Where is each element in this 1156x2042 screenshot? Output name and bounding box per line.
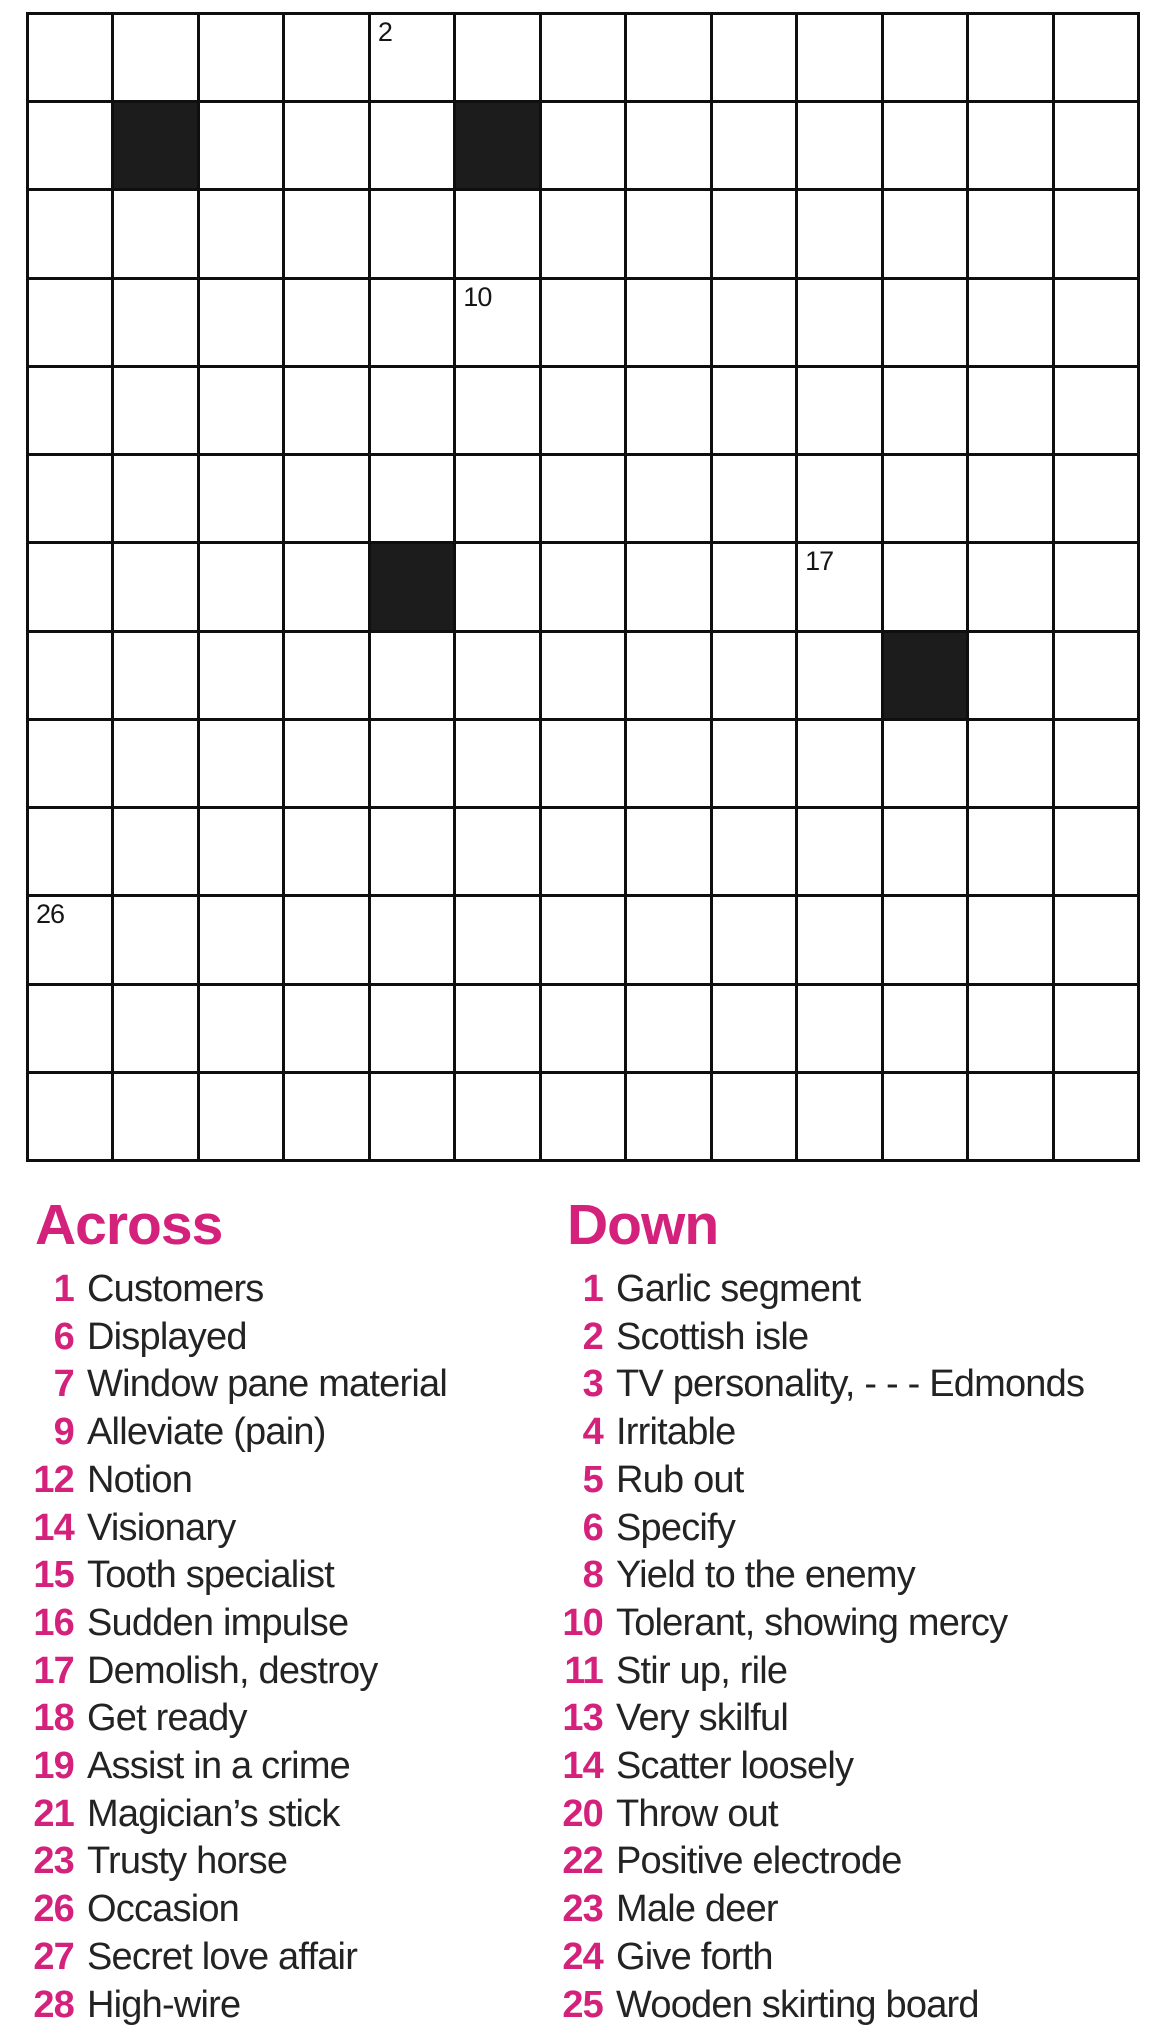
grid-cell[interactable] [29, 15, 111, 100]
clue-text: Wooden skirting board [616, 1983, 979, 2026]
grid-cell[interactable] [371, 721, 453, 806]
grid-cell[interactable] [371, 15, 453, 100]
grid-cell[interactable] [285, 103, 367, 188]
across-clues-section [0, 1193, 500, 2029]
down-clue-list [529, 1266, 1156, 2029]
grid-cell[interactable] [114, 1074, 196, 1159]
grid-cell[interactable] [371, 280, 453, 365]
clue-number: 10 [562, 1601, 603, 1644]
clue-text: Assist in a crime [87, 1745, 351, 1788]
down-clue-item [529, 1314, 1156, 1362]
grid-cell[interactable] [713, 15, 795, 100]
clue-number: 3 [582, 1363, 603, 1406]
grid-cell[interactable] [798, 809, 880, 894]
grid-cell[interactable] [1055, 15, 1137, 100]
grid-cell[interactable] [29, 103, 111, 188]
grid-cell[interactable] [285, 897, 367, 982]
grid-cell[interactable] [200, 15, 282, 100]
clue-text: Yield to the enemy [616, 1554, 915, 1597]
grid-cell-black [456, 103, 538, 188]
down-clue-item [529, 1982, 1156, 2030]
clue-number: 21 [33, 1792, 74, 1835]
down-clue-item [529, 1791, 1156, 1839]
grid-cell[interactable] [969, 633, 1051, 718]
grid-cell[interactable] [798, 103, 880, 188]
clue-text: Scatter loosely [616, 1745, 854, 1788]
clue-text: Rub out [616, 1458, 744, 1501]
grid-cell[interactable] [114, 897, 196, 982]
clue-text: Positive electrode [616, 1840, 902, 1883]
grid-cell[interactable] [627, 986, 709, 1071]
grid-cell[interactable] [456, 368, 538, 453]
grid-cell[interactable] [542, 456, 624, 541]
grid-cell[interactable] [627, 809, 709, 894]
grid-cell[interactable] [542, 15, 624, 100]
grid-cell[interactable] [542, 191, 624, 276]
across-clue-item [0, 1266, 500, 1314]
grid-cell[interactable] [542, 280, 624, 365]
cell-number: 10 [463, 281, 492, 312]
clue-text: Window pane material [87, 1363, 447, 1406]
clue-text: Give forth [616, 1935, 773, 1978]
down-clue-item [529, 1600, 1156, 1648]
grid-cell[interactable] [456, 897, 538, 982]
grid-cell[interactable] [969, 280, 1051, 365]
grid-cell[interactable] [627, 15, 709, 100]
grid-cell[interactable] [29, 191, 111, 276]
clue-number: 6 [582, 1506, 603, 1549]
grid-cell[interactable] [200, 368, 282, 453]
grid-cell[interactable] [456, 986, 538, 1071]
grid-cell[interactable] [29, 280, 111, 365]
grid-cell[interactable] [285, 633, 367, 718]
grid-cell[interactable] [713, 103, 795, 188]
down-heading: Down [567, 1193, 719, 1257]
grid-cell[interactable] [884, 544, 966, 629]
grid-cell-black [884, 633, 966, 718]
cell-number: 2 [377, 17, 392, 47]
across-clue-item [0, 1457, 500, 1505]
grid-cell[interactable] [1055, 721, 1137, 806]
grid-cell[interactable] [969, 368, 1051, 453]
grid-cell[interactable] [713, 721, 795, 806]
grid-cell[interactable] [627, 544, 709, 629]
cell-number: 26 [36, 899, 65, 930]
clue-number: 20 [562, 1792, 603, 1835]
grid-cell[interactable] [884, 456, 966, 541]
grid-cell[interactable] [29, 986, 111, 1071]
clue-number: 24 [562, 1935, 603, 1978]
clue-text: Occasion [87, 1888, 240, 1931]
grid-cell[interactable] [456, 1074, 538, 1159]
grid-cell[interactable] [371, 368, 453, 453]
grid-cell[interactable] [285, 15, 367, 100]
clue-text: Scottish isle [616, 1315, 809, 1358]
grid-cell[interactable] [285, 191, 367, 276]
grid-cell[interactable] [456, 544, 538, 629]
grid-cell[interactable] [200, 456, 282, 541]
down-clue-item [529, 1743, 1156, 1791]
grid-cell[interactable] [627, 897, 709, 982]
clue-number: 14 [562, 1745, 603, 1788]
clue-text: Displayed [87, 1315, 247, 1358]
grid-cell[interactable] [884, 191, 966, 276]
grid-cell[interactable] [114, 368, 196, 453]
across-clue-item [0, 1314, 500, 1362]
grid-cell[interactable] [114, 280, 196, 365]
grid-cell[interactable] [29, 368, 111, 453]
down-clue-item [529, 1934, 1156, 1982]
clue-number: 27 [33, 1935, 74, 1978]
clue-text: Specify [616, 1506, 736, 1549]
grid-cell[interactable] [456, 191, 538, 276]
grid-cell[interactable] [29, 897, 111, 982]
grid-cell[interactable] [798, 721, 880, 806]
grid-cell[interactable] [456, 15, 538, 100]
grid-cell[interactable] [1055, 1074, 1137, 1159]
grid-cell[interactable] [200, 544, 282, 629]
grid-cell[interactable] [371, 986, 453, 1071]
grid-cell[interactable] [285, 986, 367, 1071]
grid-cell[interactable] [884, 103, 966, 188]
grid-cell[interactable] [884, 368, 966, 453]
grid-cell[interactable] [285, 721, 367, 806]
clue-number: 26 [33, 1888, 74, 1931]
across-clue-item [0, 1886, 500, 1934]
clue-text: Get ready [87, 1697, 247, 1740]
clue-number: 28 [33, 1983, 74, 2026]
grid-cell[interactable] [542, 368, 624, 453]
grid-cell[interactable] [798, 191, 880, 276]
grid-cell[interactable] [1055, 368, 1137, 453]
grid-cell[interactable] [542, 897, 624, 982]
clue-text: Tooth specialist [87, 1554, 335, 1597]
grid-cell[interactable] [713, 986, 795, 1071]
grid-cell[interactable] [1055, 280, 1137, 365]
grid-cell[interactable] [798, 456, 880, 541]
clue-number: 4 [582, 1411, 603, 1454]
crossword-grid [26, 12, 1140, 1162]
grid-cell-black [114, 103, 196, 188]
clue-text: Throw out [616, 1792, 778, 1835]
grid-cell[interactable] [114, 721, 196, 806]
clue-number: 22 [562, 1840, 603, 1883]
grid-cell[interactable] [969, 986, 1051, 1071]
across-clue-item [0, 1791, 500, 1839]
grid-cell[interactable] [114, 456, 196, 541]
grid-cell[interactable] [542, 633, 624, 718]
grid-cell[interactable] [371, 191, 453, 276]
grid-cell[interactable] [884, 280, 966, 365]
across-clue-list [0, 1266, 500, 2029]
down-clue-item [529, 1838, 1156, 1886]
down-clue-item [529, 1695, 1156, 1743]
grid-cell[interactable] [1055, 456, 1137, 541]
grid-cell[interactable] [200, 280, 282, 365]
clue-number: 1 [582, 1268, 603, 1310]
across-clue-item [0, 1552, 500, 1600]
grid-cell[interactable] [114, 986, 196, 1071]
grid-cell[interactable] [29, 456, 111, 541]
grid-cell[interactable] [713, 1074, 795, 1159]
across-clue-item [0, 1600, 500, 1648]
clue-number: 5 [582, 1458, 603, 1501]
grid-cell[interactable] [884, 897, 966, 982]
clue-text: TV personality, - - - Edmonds [616, 1363, 1085, 1406]
grid-cell[interactable] [371, 1074, 453, 1159]
grid-cell[interactable] [114, 544, 196, 629]
grid-cell[interactable] [285, 809, 367, 894]
grid-cell[interactable] [884, 809, 966, 894]
down-clue-item [529, 1886, 1156, 1934]
grid-cell[interactable] [542, 721, 624, 806]
grid-cell[interactable] [627, 368, 709, 453]
down-clues-section [529, 1193, 1156, 2029]
grid-cell[interactable] [200, 633, 282, 718]
grid-cell[interactable] [371, 897, 453, 982]
clue-number: 19 [33, 1745, 74, 1788]
down-clue-item [529, 1266, 1156, 1314]
clue-text: Notion [87, 1458, 193, 1501]
clue-text: Tolerant, showing mercy [616, 1601, 1008, 1644]
down-clue-item [529, 1409, 1156, 1457]
grid-cell[interactable] [798, 15, 880, 100]
clue-number: 12 [33, 1458, 74, 1501]
clue-text: Magician’s stick [87, 1792, 340, 1835]
grid-cell[interactable] [884, 721, 966, 806]
grid-cell[interactable] [1055, 986, 1137, 1071]
grid-cell[interactable] [798, 368, 880, 453]
grid-cell[interactable] [969, 1074, 1051, 1159]
grid-cell[interactable] [542, 809, 624, 894]
across-clue-item [0, 1695, 500, 1743]
clue-number: 16 [33, 1601, 74, 1644]
clue-text: Very skilful [616, 1697, 789, 1740]
grid-cell[interactable] [969, 456, 1051, 541]
grid-cell[interactable] [29, 544, 111, 629]
across-heading: Across [35, 1193, 223, 1257]
clue-number: 2 [582, 1315, 603, 1358]
clue-text: Secret love affair [87, 1935, 358, 1978]
clue-number: 11 [564, 1649, 603, 1692]
clue-number: 23 [33, 1840, 74, 1883]
grid-cell[interactable] [884, 1074, 966, 1159]
grid-cell[interactable] [456, 280, 538, 365]
grid-cell[interactable] [627, 456, 709, 541]
grid-cell[interactable] [627, 280, 709, 365]
grid-cell[interactable] [969, 809, 1051, 894]
grid-cell[interactable] [542, 986, 624, 1071]
grid-cell[interactable] [371, 633, 453, 718]
grid-cell[interactable] [713, 280, 795, 365]
down-clue-item [529, 1648, 1156, 1696]
grid-cell[interactable] [200, 1074, 282, 1159]
clue-number: 25 [562, 1983, 603, 2026]
grid-cell[interactable] [542, 103, 624, 188]
grid-cell[interactable] [29, 809, 111, 894]
grid-cell[interactable] [798, 544, 880, 629]
grid-cell[interactable] [627, 1074, 709, 1159]
grid-cell[interactable] [798, 1074, 880, 1159]
clue-number: 23 [562, 1888, 603, 1931]
clue-number: 15 [33, 1554, 74, 1597]
grid-cell[interactable] [969, 191, 1051, 276]
grid-cell[interactable] [200, 897, 282, 982]
grid-cell[interactable] [713, 897, 795, 982]
grid-cell[interactable] [114, 191, 196, 276]
clue-number: 9 [53, 1411, 74, 1454]
grid-cell[interactable] [969, 544, 1051, 629]
grid-cell[interactable] [542, 1074, 624, 1159]
clue-text: Male deer [616, 1888, 778, 1931]
grid-cell[interactable] [371, 456, 453, 541]
grid-cell[interactable] [29, 721, 111, 806]
grid-cell[interactable] [200, 809, 282, 894]
clue-number: 8 [582, 1554, 603, 1597]
across-clue-item [0, 1982, 500, 2030]
across-clue-item [0, 1934, 500, 1982]
grid-cell[interactable] [456, 721, 538, 806]
grid-cell[interactable] [713, 633, 795, 718]
grid-cell[interactable] [542, 544, 624, 629]
grid-cell[interactable] [285, 368, 367, 453]
across-clue-item [0, 1648, 500, 1696]
grid-cell[interactable] [969, 103, 1051, 188]
grid-cell[interactable] [884, 15, 966, 100]
grid-cell[interactable] [371, 103, 453, 188]
grid-cell[interactable] [713, 809, 795, 894]
grid-cell[interactable] [1055, 544, 1137, 629]
clue-text: Customers [87, 1268, 264, 1310]
grid-cell[interactable] [627, 721, 709, 806]
clue-number: 14 [33, 1506, 74, 1549]
grid-cell[interactable] [713, 456, 795, 541]
grid-cell[interactable] [200, 986, 282, 1071]
clue-number: 1 [53, 1268, 74, 1310]
clue-text: Garlic segment [616, 1268, 861, 1310]
across-clue-item [0, 1838, 500, 1886]
grid-cell[interactable] [371, 809, 453, 894]
grid-cell[interactable] [798, 897, 880, 982]
grid-cell[interactable] [29, 633, 111, 718]
grid-cell[interactable] [114, 633, 196, 718]
across-clue-item [0, 1505, 500, 1553]
across-clue-item [0, 1361, 500, 1409]
down-clue-item [529, 1505, 1156, 1553]
down-clue-item [529, 1361, 1156, 1409]
grid-cell[interactable] [798, 280, 880, 365]
grid-cell[interactable] [200, 191, 282, 276]
grid-cell[interactable] [200, 103, 282, 188]
grid-cell[interactable] [798, 633, 880, 718]
clue-number: 6 [53, 1315, 74, 1358]
down-clue-item [529, 1552, 1156, 1600]
clue-text: High-wire [87, 1983, 241, 2026]
grid-cell[interactable] [285, 280, 367, 365]
grid-cell[interactable] [1055, 809, 1137, 894]
grid-cell[interactable] [627, 103, 709, 188]
grid-cell[interactable] [285, 1074, 367, 1159]
clue-text: Visionary [87, 1506, 236, 1549]
clue-text: Stir up, rile [616, 1649, 788, 1692]
grid-cell[interactable] [285, 544, 367, 629]
clue-text: Alleviate (pain) [87, 1411, 326, 1454]
across-clue-item [0, 1409, 500, 1457]
grid-cell[interactable] [969, 15, 1051, 100]
grid-cell[interactable] [627, 633, 709, 718]
grid-cell[interactable] [1055, 897, 1137, 982]
grid-cell[interactable] [969, 897, 1051, 982]
grid-cell[interactable] [1055, 191, 1137, 276]
grid-cell[interactable] [456, 456, 538, 541]
across-clue-item [0, 1743, 500, 1791]
grid-cell-black [371, 544, 453, 629]
clue-number: 18 [33, 1697, 74, 1740]
clue-text: Trusty horse [87, 1840, 288, 1883]
grid-cell[interactable] [114, 809, 196, 894]
grid-cell[interactable] [969, 721, 1051, 806]
grid-cell[interactable] [29, 1074, 111, 1159]
grid-cell[interactable] [114, 15, 196, 100]
clue-number: 7 [53, 1363, 74, 1406]
grid-cell[interactable] [884, 986, 966, 1071]
grid-cell[interactable] [713, 191, 795, 276]
clue-text: Demolish, destroy [87, 1649, 378, 1692]
clue-number: 17 [33, 1649, 74, 1692]
grid-cell[interactable] [285, 456, 367, 541]
cell-number: 17 [805, 546, 834, 577]
grid-cell[interactable] [713, 368, 795, 453]
grid-cell[interactable] [200, 721, 282, 806]
grid-cell[interactable] [1055, 103, 1137, 188]
clue-text: Irritable [616, 1411, 736, 1454]
grid-cell[interactable] [1055, 633, 1137, 718]
grid-cell[interactable] [627, 191, 709, 276]
clue-number: 13 [562, 1697, 603, 1740]
grid-cell[interactable] [456, 633, 538, 718]
grid-cell[interactable] [456, 809, 538, 894]
clue-text: Sudden impulse [87, 1601, 349, 1644]
grid-cell[interactable] [798, 986, 880, 1071]
grid-cell[interactable] [713, 544, 795, 629]
down-clue-item [529, 1457, 1156, 1505]
